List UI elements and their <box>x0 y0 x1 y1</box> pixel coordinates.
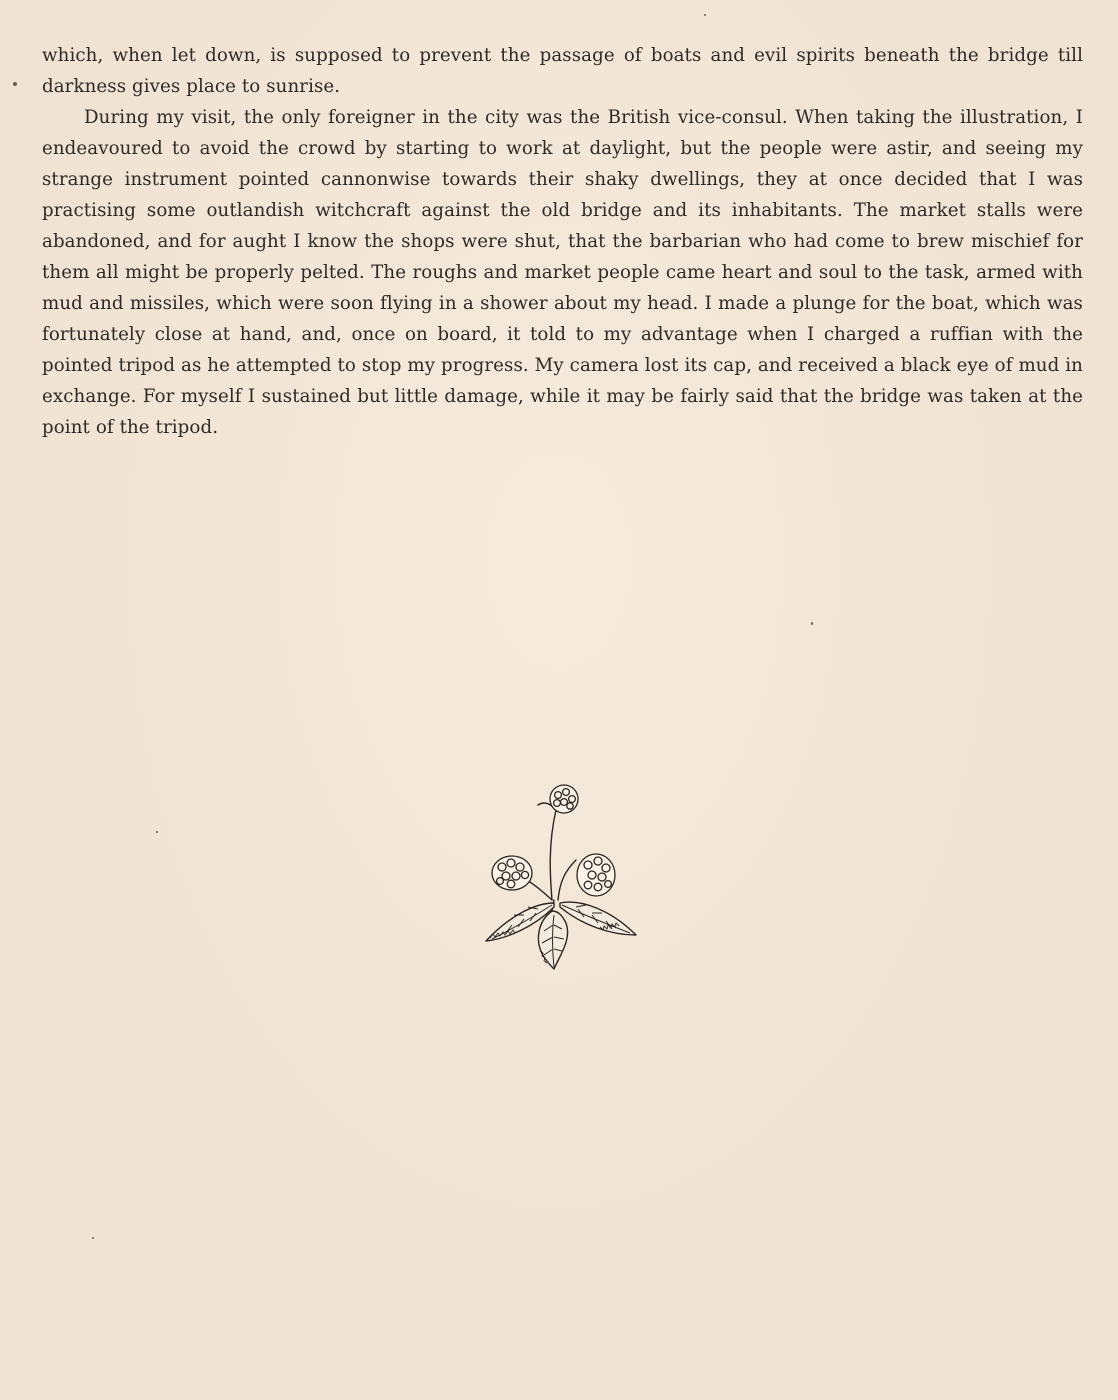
paragraph-continued: which, when let down, is supposed to prevent the passage of boats and evil spirits beneath the bridge till darkness gives place to sunrise. <box>42 45 1083 97</box>
top-berry <box>550 785 578 813</box>
raspberry-sprig-icon <box>480 775 640 970</box>
print-speck <box>92 1237 94 1239</box>
print-speck <box>156 831 158 833</box>
right-leaf <box>560 902 636 935</box>
print-speck <box>13 82 17 86</box>
body-text <box>42 40 1083 443</box>
paragraph-visit: During my visit, the only foreigner in the city was the British vice-consul. When taking the illustration, I endeavoured to avoid the crowd by starting to work at daylight, but the people were astir, and seeing my strange instrument pointed cannonwise towards their shaky dwellings, they at once decided that I was practising some outlandish witchcraft against the old bridge and its inhabitants. The market stalls were abandoned, and for aught I know the shops were shut, that the barbarian who had come to brew mischief for them all might be properly pelted. The roughs and market people came heart and soul to the task, armed with mud and missiles, which were soon flying in a shower about my head. I made a plunge for the boat, which was fortunately close at hand, and, once on board, it told to my advantage when I charged a ruffian with the pointed tripod as he attempted to stop my progress. My camera lost its cap, and received a black eye of mud in exchange. For myself I sustained but little damage, while it may be fairly said that the bridge was taken at the point of the tripod. <box>42 107 1083 438</box>
left-berry <box>492 856 532 890</box>
print-speck <box>811 622 813 625</box>
print-speck <box>704 14 706 16</box>
right-berry <box>577 854 615 896</box>
